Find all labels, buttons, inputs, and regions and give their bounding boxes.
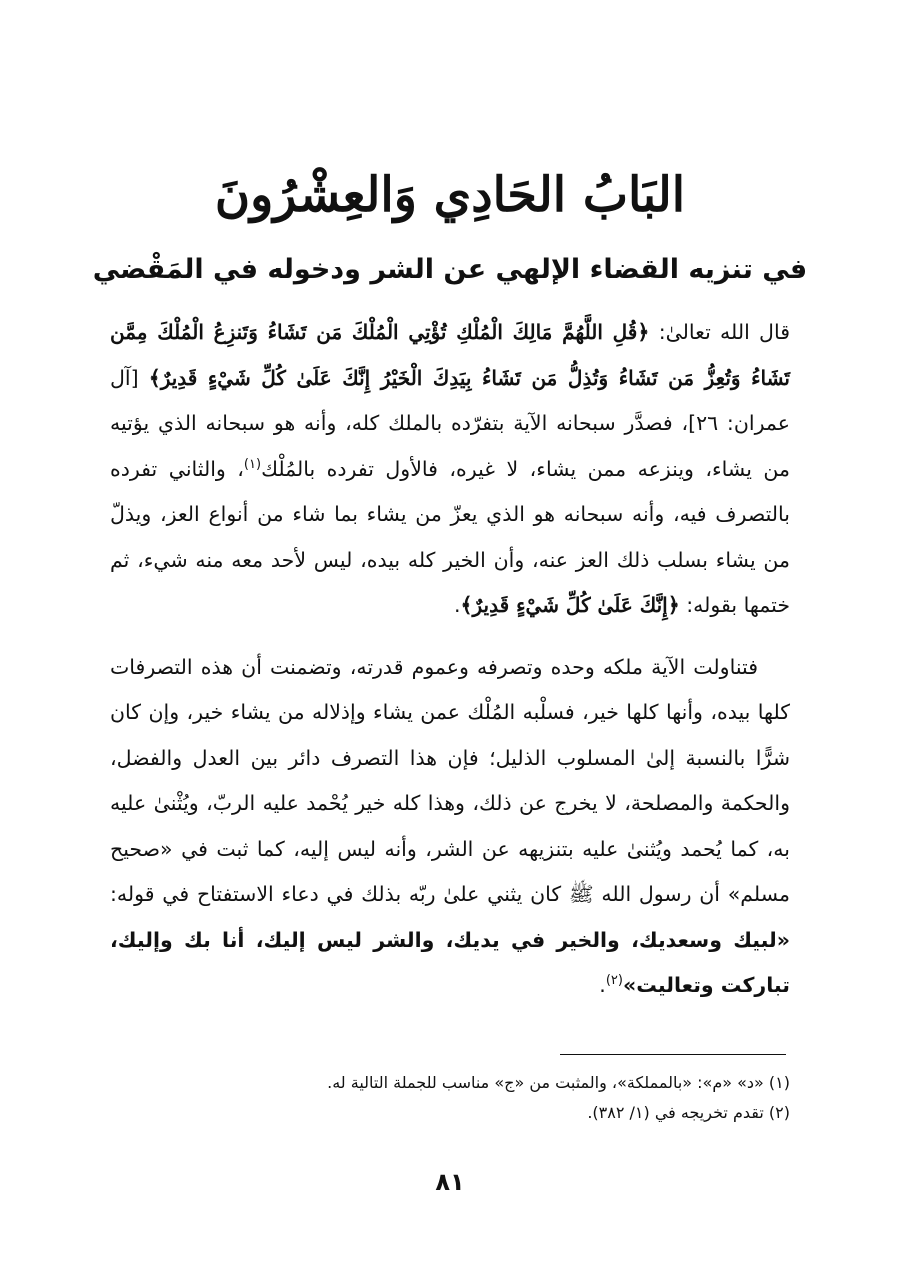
paragraph-2-end: . bbox=[599, 973, 606, 997]
footnote-1-number: (١) bbox=[768, 1073, 790, 1092]
chapter-subtitle: في تنزيه القضاء الإلهي عن الشر ودخوله في المَقْضي bbox=[92, 254, 808, 285]
closing-verse-close-bracket: ﴾ bbox=[460, 593, 473, 617]
verse-intro: قال الله تعالىٰ: bbox=[658, 320, 790, 344]
closing-quran-verse: إِنَّكَ عَلَىٰ كُلِّ شَيْءٍ قَدِيرٌ bbox=[472, 593, 668, 617]
verse-reference: [آل عمران: ٢٦] bbox=[110, 365, 790, 435]
chapter-title: البَابُ الحَادِي وَالعِشْرُونَ bbox=[214, 167, 686, 223]
footnote-divider bbox=[560, 1054, 786, 1055]
body-text bbox=[110, 310, 790, 1009]
closing-verse-open-bracket: ﴿ bbox=[667, 593, 680, 617]
footnote-mark-1[interactable]: (١) bbox=[243, 456, 262, 472]
footnotes bbox=[110, 1068, 790, 1128]
paragraph-1 bbox=[110, 310, 790, 629]
page-number: ٨١ bbox=[435, 1168, 465, 1196]
footnote-1-text: «د» «م»: «بالمملكة»، والمثبت من «ج» مناسب للجملة التالية له. bbox=[327, 1073, 764, 1092]
paragraph-2-text: فتناولت الآية ملكه وحده وتصرفه وعموم قدرته، وتضمنت أن هذه التصرفات كلها بيده، وأنها كلها خير، فسلْبه المُلْك عمن يشاء وإذلاله من يشاء خير، وإن كان شرًّا بالنسبة إلىٰ المسلوب الذليل؛ فإن هذا التصرف دائر بين العدل والفضل، والحكمة والمصلحة، لا يخرج عن ذلك، وهذا كله خير يُحْمد عليه الربّ، ويُثْنىٰ عليه به، كما يُحمد ويُثنىٰ عليه بتنزيهه عن الشر، وأنه ليس إليه، كما ثبت في «صحيح مسلم» أن رسول الله ﷺ كان يثني علىٰ ربّه بذلك في دعاء الاستفتاح في قوله: bbox=[110, 654, 790, 906]
hadith-quote: «لبيك وسعديك، والخير في يديك، والشر ليس إليك، أنا بك وإليك، تباركت وتعاليت» bbox=[110, 927, 790, 997]
footnote-2-number: (٢) bbox=[768, 1103, 790, 1122]
verse-close-bracket: ﴾ bbox=[148, 365, 161, 390]
paragraph-1-text-b: ، والثاني تفرده بالتصرف فيه، وأنه سبحانه هو الذي يعزّ من يشاء بما شاء من أنواع العز، ويذلّ من يشاء بسلب ذلك العز عنه، وأن الخير كله بيده، ليس لأحد معه منه شيء، ثم ختمها بقوله: bbox=[110, 456, 790, 617]
verse-open-bracket: ﴿ bbox=[637, 320, 650, 344]
footnote-mark-2[interactable]: (٢) bbox=[605, 973, 623, 989]
paragraph-1-text-a: ، فصدَّر سبحانه الآية بتفرّده بالملك كله، وأنه هو سبحانه الذي يؤتيه من يشاء، وينزعه ممن يشاء، لا غيره، فالأول تفرده بالمُلْك bbox=[110, 411, 790, 481]
footnote-2-text: تقدم تخريجه في (١/ ٣٨٢). bbox=[587, 1103, 764, 1122]
quran-verse: قُلِ اللَّهُمَّ مَالِكَ الْمُلْكِ تُؤْتِي الْمُلْكَ مَن تَشَاءُ وَتَنزِعُ الْمُلْكَ مِمَّن تَشَاءُ وَتُعِزُّ مَن تَشَاءُ وَتُذِلُّ مَن تَشَاءُ بِيَدِكَ الْخَيْرُ إِنَّكَ عَلَىٰ كُلِّ شَيْءٍ قَدِيرٌ bbox=[110, 320, 790, 390]
footnote-2 bbox=[110, 1098, 790, 1128]
paragraph-2 bbox=[110, 645, 790, 1009]
paragraph-1-end: . bbox=[453, 593, 461, 617]
footnote-1 bbox=[110, 1068, 790, 1098]
